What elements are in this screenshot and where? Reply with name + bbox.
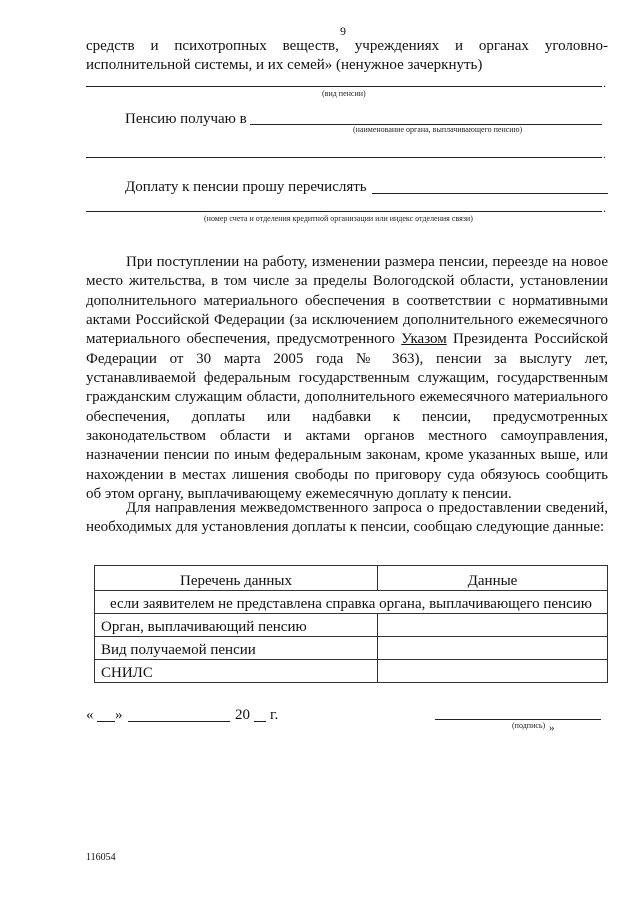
table-row-label: Орган, выплачивающий пенсию (95, 614, 378, 637)
table-row (95, 614, 608, 637)
date-month-line[interactable] (128, 721, 230, 722)
table-header-row (95, 566, 608, 591)
supplement-transfer-label: Доплату к пенсии прошу перечислять (125, 179, 367, 195)
table-span-cell: если заявителем не представлена справка органа, выплачивающего пенсию (95, 591, 608, 614)
second-paragraph-text: Для направления межведомственного запроса о предоставлении сведений, необходимых для установления доплаты к пенсии, сообщаю следующие данные: (86, 500, 608, 536)
pension-receive-dot: . (603, 147, 606, 161)
pension-type-dot: . (603, 76, 606, 90)
date-day-line[interactable] (97, 721, 115, 722)
main-paragraph-text: При поступлении на работу, изменении размера пенсии, переезде на новое место жительства, в том числе за пределы Вологодской области, установлении дополнительного материального обеспечения в соответствии с нормативными актами Российской Федерации (за исключением дополнительного ежемесячного материального обеспечения, предусмотренного (86, 254, 608, 348)
main-paragraph (86, 253, 608, 504)
pension-type-caption: (вид пенсии) (322, 89, 366, 98)
table-row-label: Вид получаемой пенсии (95, 637, 378, 660)
signature-caption: (подпись) (512, 721, 546, 730)
date-year-suffix: г. (270, 707, 279, 723)
date-year-prefix: 20 (235, 707, 250, 723)
supplement-transfer-line[interactable] (372, 193, 608, 194)
data-table (94, 565, 608, 683)
date-close-quote: » (115, 707, 123, 723)
signature-quote: » (549, 722, 555, 734)
supplement-transfer-dot: . (603, 201, 606, 215)
second-paragraph (86, 499, 608, 538)
table-row-value[interactable] (378, 614, 608, 637)
table-row (95, 637, 608, 660)
pension-receive-line-2[interactable] (86, 157, 602, 158)
supplement-transfer-line-2[interactable] (86, 211, 602, 212)
table-header-list: Перечень данных (95, 566, 378, 591)
pension-type-line[interactable] (86, 86, 602, 87)
date-open-quote: « (86, 707, 94, 723)
table-row (95, 660, 608, 683)
table-header-data: Данные (378, 566, 608, 591)
pension-receive-label: Пенсию получаю в (125, 111, 247, 127)
page-number: 9 (340, 24, 346, 38)
table-row-value[interactable] (378, 637, 608, 660)
pension-receive-caption: (наименование органа, выплачивающего пенсию) (353, 125, 523, 134)
main-paragraph-text-2: Президента Российской Федерации от 30 марта 2005 года № 363), пенсии за выслугу лет, устанавливаемой федеральным государственным служащим, государственным гражданским служащим области, дополнительного ежемесячного материального обеспечения, доплаты или надбавки к пенсии, предусмотренных законодательством области и актами органов местного самоуправления, назначении пенсии по иным федеральным законам, кроме указанных выше, или нахождении в местах лишения свободы по приговору суда обязуюсь сообщить об этом органу, выплачивающему ежемесячную доплату к пенсии. (86, 331, 609, 503)
signature-line[interactable] (435, 719, 601, 720)
table-row-value[interactable] (378, 660, 608, 683)
decree-link[interactable]: Указом (401, 331, 447, 348)
table-span-row (95, 591, 608, 614)
date-year-line[interactable] (254, 721, 266, 722)
footer-code: 116054 (86, 852, 116, 863)
intro-line-1: средств и психотропных веществ, учреждениях и органах уголовно- (86, 38, 608, 54)
intro-line-2: исполнительной системы, и их семей» (ненужное зачеркнуть) (86, 57, 483, 73)
supplement-transfer-caption: (номер счета и отделения кредитной организации или индекс отделения связи) (204, 214, 473, 223)
table-row-label: СНИЛС (95, 660, 378, 683)
